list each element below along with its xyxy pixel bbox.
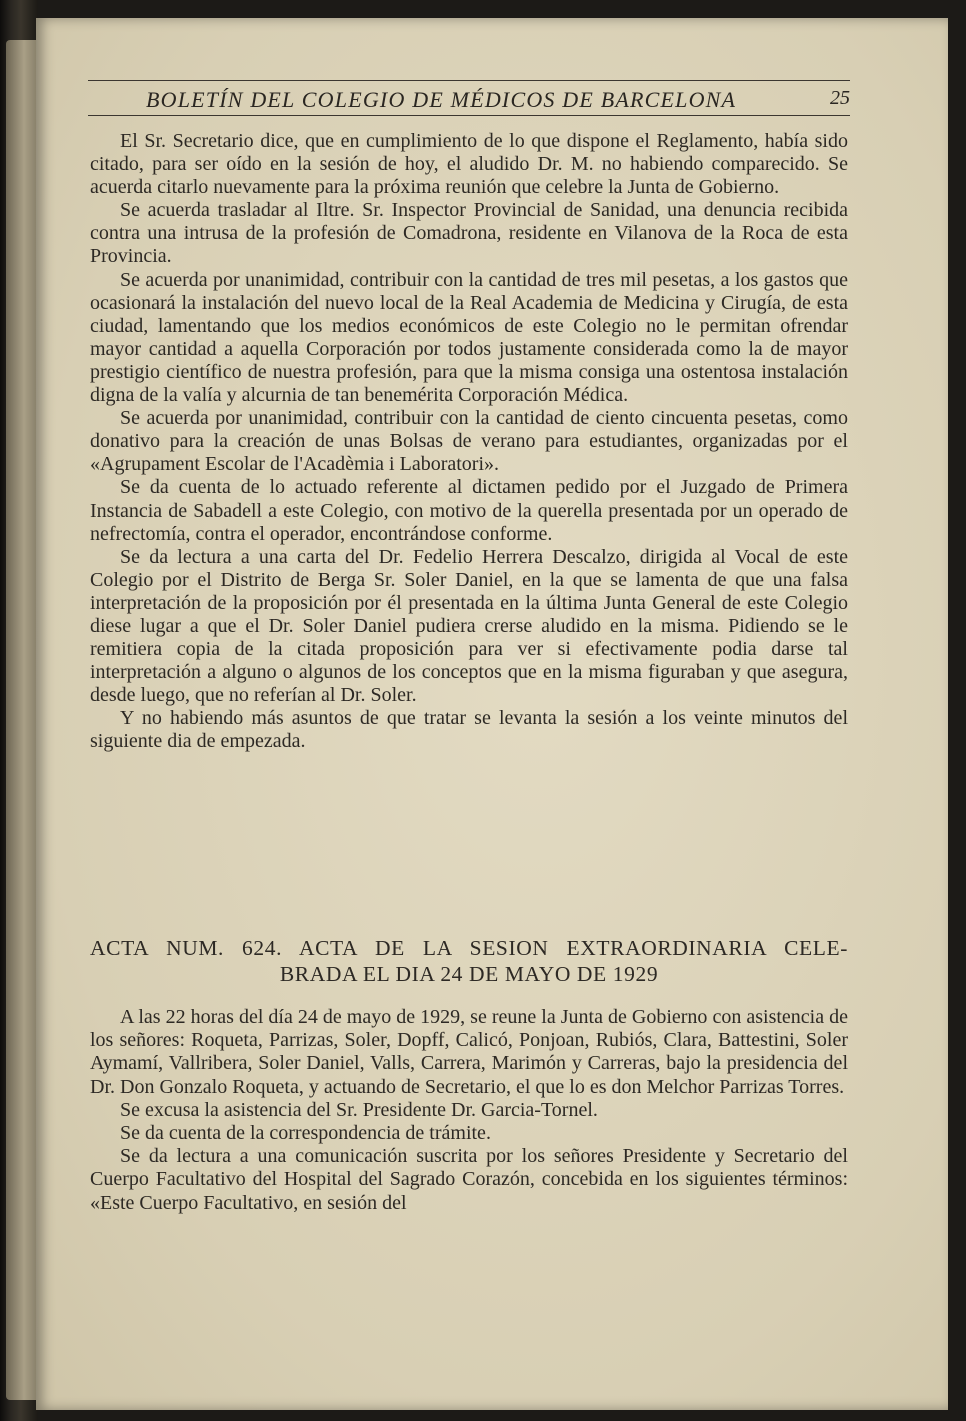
minutes-body <box>90 130 848 754</box>
running-title: BOLETÍN DEL COLEGIO DE MÉDICOS DE BARCELONA <box>146 87 737 112</box>
previous-page-edge <box>6 40 36 1400</box>
section-heading-line-2: BRADA EL DIA 24 DE MAYO DE 1929 <box>279 962 659 986</box>
paragraph: Se acuerda por unanimidad, contribuir con la cantidad de ciento cincuenta pesetas, como donativo para la creación de unas Bolsas de verano para estudiantes, organizadas por el «Agrupament Escolar de l'Acadèmia i Laboratori». <box>90 407 848 476</box>
paragraph: El Sr. Secretario dice, que en cumplimiento de lo que dispone el Reglamento, había sido citado, para ser oído en la sesión de hoy, el aludido Dr. M. no habiendo comparecido. Se acuerda citarlo nuevamente para la próxima reunión que celebre la Junta de Gobierno. <box>90 130 848 199</box>
section-heading <box>90 935 848 987</box>
paragraph: Se da lectura a una comunicación suscrita por los señores Presidente y Secretario del Cuerpo Facultativo del Hospital del Sagrado Corazón, concebida en los siguientes términos: «Este Cuerpo Facultativo, en sesión del <box>90 1145 848 1214</box>
section-heading-line-1: ACTA NUM. 624. ACTA DE LA SESION EXTRAORDINARIA CELE- <box>90 936 848 960</box>
paragraph: Se acuerda trasladar al Iltre. Sr. Inspector Provincial de Sanidad, una denuncia recibida contra una intrusa de la profesión de Comadrona, residente en Vilanova de la Roca de esta Provincia. <box>90 199 848 268</box>
page-number: 25 <box>830 87 850 109</box>
paragraph: Se excusa la asistencia del Sr. Presidente Dr. Garcia-Tornel. <box>120 1098 598 1121</box>
paragraph: Se da cuenta de lo actuado referente al dictamen pedido por el Juzgado de Primera Instancia de Sabadell a este Colegio, con motivo de la querella presentada por un operado de nefrectomía, contra el operador, encontrándose conforme. <box>90 476 848 545</box>
paragraph: Se da lectura a una carta del Dr. Fedelio Herrera Descalzo, dirigida al Vocal de este Colegio por el Distrito de Berga Sr. Soler Daniel, en la que se lamenta de que una falsa interpretación de la proposición por él presentada en la última Junta General de este Colegio diese lugar a que el Dr. Soler Daniel pudiera crerse aludido en la misma. Pidiendo se le remitiera copia de la citada proposición para ver si efectivamente podia darse tal interpretación a alguno o algunos de los conceptos que en la misma figuraban y que asegura, desde luego, que no referían al Dr. Soler. <box>90 545 848 707</box>
minutes-body-2 <box>90 1006 848 1215</box>
paragraph: A las 22 horas del día 24 de mayo de 1929, se reune la Junta de Gobierno con asistencia de los señores: Roqueta, Parrizas, Soler, Dopff, Calicó, Ponjoan, Rubiós, Clara, Battestini, Soler Aymamí, Vallribera, Soler Daniel, Valls, Carrera, Marimón y Carreras, bajo la presidencia del Dr. Don Gonzalo Roqueta, y actuando de Secretario, el que lo es don Melchor Parrizas Torres. <box>90 1006 848 1098</box>
running-header <box>88 80 850 116</box>
paragraph: Y no habiendo más asuntos de que tratar se levanta la sesión a los veinte minutos del siguiente dia de empezada. <box>90 707 848 753</box>
paragraph: Se da cuenta de la correspondencia de trámite. <box>120 1122 491 1145</box>
paragraph: Se acuerda por unanimidad, contribuir con la cantidad de tres mil pesetas, a los gastos que ocasionará la instalación del nuevo local de la Real Academia de Medicina y Cirugía, de esta ciudad, lamentando que los medios económicos de este Colegio no le permitan ofrendar mayor cantidad a aquella Corporación por todos justamente considerada como la de mayor prestigio científico de nuestra profesión, para que la misma consiga una ostentosa instalación digna de la valía y alcurnia de tan benemérita Corporación Médica. <box>90 268 848 407</box>
